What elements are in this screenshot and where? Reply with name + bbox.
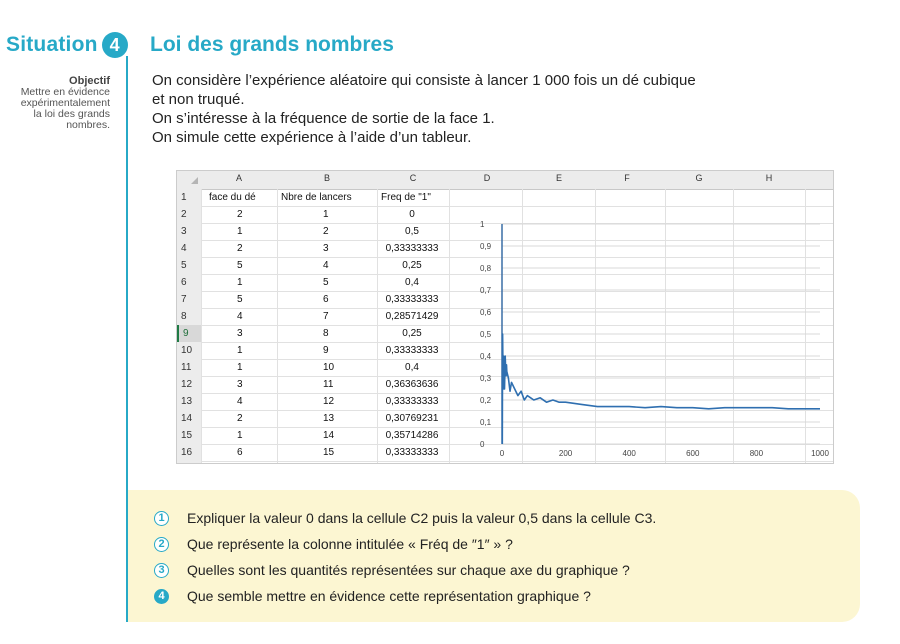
y-tick-label: 0,9 — [480, 242, 492, 251]
row-number[interactable]: 7 — [181, 294, 187, 305]
data-cell[interactable]: 0,4 — [405, 277, 419, 288]
intro-text — [152, 71, 852, 147]
data-cell[interactable]: 0,35714286 — [385, 430, 439, 441]
data-cell[interactable]: 7 — [323, 311, 329, 322]
data-cell[interactable]: 1 — [323, 209, 329, 220]
grid-row-line — [201, 206, 833, 207]
data-cell[interactable]: 5 — [323, 277, 329, 288]
data-cell[interactable]: 10 — [323, 362, 335, 373]
data-cell[interactable]: 3 — [237, 328, 243, 339]
question-4 — [154, 586, 591, 606]
data-cell[interactable]: 14 — [323, 430, 335, 441]
data-cell[interactable]: 11 — [323, 379, 334, 390]
column-letter[interactable]: H — [765, 173, 773, 183]
column-letter[interactable]: E — [555, 173, 563, 183]
y-tick-label: 0,4 — [480, 352, 492, 361]
data-cell[interactable]: 4 — [237, 311, 243, 322]
data-cell[interactable]: 13 — [323, 413, 335, 424]
data-cell[interactable]: 9 — [323, 345, 329, 356]
situation-label: Situation — [6, 33, 98, 56]
row-number[interactable]: 16 — [181, 447, 193, 458]
question-2 — [154, 534, 513, 554]
x-tick-label: 200 — [558, 449, 573, 458]
row-number[interactable]: 12 — [181, 379, 193, 390]
grid-column-line — [201, 189, 202, 463]
data-cell[interactable]: 4 — [237, 396, 243, 407]
intro-line: On s’intéresse à la fréquence de sortie de la face 1. — [152, 110, 495, 127]
data-cell[interactable]: 3 — [237, 379, 243, 390]
data-cell[interactable]: 1 — [237, 345, 243, 356]
data-cell[interactable]: 1 — [237, 277, 243, 288]
data-cell[interactable]: 1 — [237, 226, 243, 237]
data-cell[interactable]: 8 — [323, 328, 329, 339]
y-tick-label: 0,5 — [480, 330, 492, 339]
x-tick-label: 1000 — [811, 449, 829, 458]
row-number[interactable]: 9 — [177, 325, 201, 342]
data-cell[interactable]: 6 — [323, 294, 329, 305]
row-number[interactable]: 6 — [181, 277, 187, 288]
data-cell[interactable]: 0,33333333 — [385, 345, 439, 356]
row-number[interactable]: 4 — [181, 243, 187, 254]
data-cell[interactable]: 2 — [323, 226, 329, 237]
select-all-corner[interactable] — [191, 177, 198, 184]
y-tick-label: 0,8 — [480, 264, 492, 273]
intro-line: On simule cette expérience à l’aide d’un tableur. — [152, 129, 472, 146]
data-cell[interactable]: 0,36363636 — [385, 379, 439, 390]
data-cell[interactable]: 1 — [237, 362, 243, 373]
question-text: Que semble mettre en évidence cette représentation graphique ? — [187, 588, 591, 604]
objectif-line: la loi des grands — [33, 108, 110, 120]
data-cell[interactable]: 2 — [237, 243, 243, 254]
objectif-line: Mettre en évidence — [20, 86, 110, 98]
y-tick-label: 0,2 — [480, 396, 492, 405]
data-cell[interactable]: 3 — [323, 243, 329, 254]
data-cell[interactable]: 4 — [323, 260, 329, 271]
data-cell[interactable]: 5 — [237, 260, 243, 271]
column-letter[interactable]: B — [323, 173, 331, 183]
row-number[interactable]: 3 — [181, 226, 187, 237]
grid-column-line — [277, 189, 278, 463]
data-cell[interactable]: 0,25 — [402, 328, 422, 339]
x-tick-label: 600 — [686, 449, 700, 458]
data-cell[interactable]: 6 — [237, 447, 243, 458]
intro-line: et non truqué. — [152, 91, 245, 108]
series-line — [502, 334, 820, 444]
x-tick-label: 800 — [749, 449, 764, 458]
intro-line: On considère l’expérience aléatoire qui consiste à lancer 1 000 fois un dé cubique — [152, 72, 696, 89]
data-cell[interactable]: 0,4 — [405, 362, 419, 373]
question-text: Quelles sont les quantités représentées sur chaque axe du graphique ? — [187, 562, 630, 578]
question-number: 3 — [154, 563, 169, 578]
row-number[interactable]: 15 — [181, 430, 193, 441]
data-cell[interactable]: 0,33333333 — [385, 243, 439, 254]
header-cell[interactable]: Nbre de lancers — [281, 192, 352, 203]
data-cell[interactable]: 0,33333333 — [385, 447, 439, 458]
x-tick-label: 0 — [499, 449, 505, 458]
y-tick-label: 0,3 — [480, 374, 492, 383]
row-number[interactable]: 14 — [181, 413, 193, 424]
grid-column-line — [449, 189, 450, 463]
column-letter[interactable]: A — [235, 173, 243, 183]
data-cell[interactable]: 0 — [409, 209, 415, 220]
column-letter[interactable]: G — [695, 173, 703, 183]
header-cell[interactable]: Freq de "1" — [381, 192, 431, 203]
y-tick-label: 0,1 — [480, 418, 492, 427]
question-number: 1 — [154, 511, 169, 526]
data-cell[interactable]: 5 — [237, 294, 243, 305]
data-cell[interactable]: 0,25 — [402, 260, 422, 271]
row-number[interactable]: 13 — [181, 396, 193, 407]
frequency-line-chart — [465, 212, 830, 462]
header-cell[interactable]: face du dé — [209, 192, 256, 203]
data-cell[interactable]: 0,33333333 — [385, 294, 439, 305]
question-3 — [154, 560, 630, 580]
data-cell[interactable]: 0,33333333 — [385, 396, 439, 407]
question-text: Expliquer la valeur 0 dans la cellule C2 puis la valeur 0,5 dans la cellule C3. — [187, 510, 657, 526]
data-cell[interactable]: 2 — [237, 209, 243, 220]
question-text: Que représente la colonne intitulée « Fréq de ″1″ » ? — [187, 536, 513, 552]
row-number[interactable]: 1 — [181, 192, 187, 203]
row-number[interactable]: 11 — [181, 362, 192, 373]
column-header-bar — [177, 171, 833, 190]
questions-box — [128, 490, 860, 622]
row-number[interactable]: 10 — [181, 345, 193, 356]
data-cell[interactable]: 15 — [323, 447, 335, 458]
situation-number: 4 — [102, 32, 128, 58]
y-tick-label: 0,6 — [480, 308, 492, 317]
row-number[interactable]: 2 — [181, 209, 187, 220]
question-1 — [154, 508, 656, 528]
column-letter[interactable]: C — [409, 173, 417, 183]
y-tick-label: 0,7 — [480, 286, 492, 295]
data-cell[interactable]: 0,30769231 — [385, 413, 439, 424]
column-letter[interactable]: D — [483, 173, 491, 183]
row-number[interactable]: 5 — [181, 260, 187, 271]
data-cell[interactable]: 12 — [323, 396, 335, 407]
row-number[interactable]: 8 — [181, 311, 187, 322]
x-tick-label: 400 — [622, 449, 636, 458]
data-cell[interactable]: 1 — [237, 430, 243, 441]
data-cell[interactable]: 0,5 — [405, 226, 419, 237]
objectif-line: expérimentalement — [20, 97, 110, 109]
question-number: 4 — [154, 589, 169, 604]
y-tick-label: 0 — [480, 440, 485, 449]
objectif-title: Objectif — [69, 75, 110, 87]
column-letter[interactable]: F — [624, 173, 630, 183]
data-cell[interactable]: 0,28571429 — [385, 311, 439, 322]
page-title: Loi des grands nombres — [150, 33, 394, 56]
question-number: 2 — [154, 537, 169, 552]
situation-badge — [6, 31, 128, 59]
objectif-line: nombres. — [66, 119, 110, 131]
y-tick-label: 1 — [480, 220, 485, 229]
objectif-block — [0, 76, 110, 131]
data-cell[interactable]: 2 — [237, 413, 243, 424]
